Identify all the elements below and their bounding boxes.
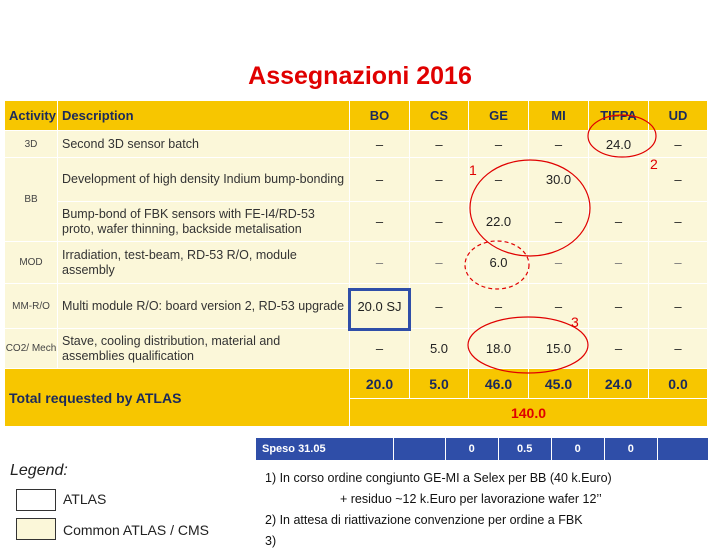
value-cell: – [529,284,589,329]
value-cell: – [410,202,469,242]
activity-cell: BB [5,158,58,242]
legend-title: Legend: [10,462,68,479]
value-cell: 5.0 [410,329,469,369]
activity-cell: MOD [5,242,58,284]
page-title: Assegnazioni 2016 [248,62,472,90]
value-cell: 18.0 [469,329,529,369]
header-mi: MI [529,101,589,131]
header-tifpa: TIFPA [589,101,649,131]
value-cell: – [589,284,649,329]
spesi-value: 0 [446,438,499,460]
value-cell: – [589,329,649,369]
header-bo: BO [350,101,410,131]
value-cell: – [589,202,649,242]
note-2: 2) In attesa di riattivazione convenzione per ordine a FBK [265,513,583,527]
value-cell [589,158,649,202]
header-ud: UD [649,101,708,131]
description-cell: Bump-bond of FBK sensors with FE-I4/RD-53 proto, wafer thinning, backside metalisation [58,202,350,242]
assignments-table [4,100,708,427]
note-3: 3) [265,534,277,548]
value-cell: – [589,242,649,284]
spesi-value [394,438,446,460]
header-activity: Activity [5,101,58,131]
value-cell: – [410,131,469,158]
value-cell: – [350,158,410,202]
value-cell: – [350,242,410,284]
value-cell: – [649,202,708,242]
value-cell: – [469,284,529,329]
table-row [5,131,708,158]
description-cell: Second 3D sensor batch [58,131,350,158]
value-cell: – [529,242,589,284]
spesi-label: Speso 31.05 [256,438,394,460]
total-value: 20.0 [350,369,410,399]
total-value: 5.0 [410,369,469,399]
annotation-mark-3: 3 [571,314,579,330]
spesi-row [256,438,708,460]
spesi-value: 0 [552,438,605,460]
value-cell: – [350,131,410,158]
annotation-mark-1: 1 [469,162,477,178]
value-cell: 24.0 [589,131,649,158]
spesi-value: 0 [605,438,658,460]
table-row [5,329,708,369]
value-cell: – [469,158,529,202]
value-cell: 30.0 [529,158,589,202]
value-cell: – [410,242,469,284]
value-cell: 20.0 SJ [350,284,410,329]
total-value: 0.0 [649,369,708,399]
total-value: 46.0 [469,369,529,399]
highlight-box-sj [348,288,411,331]
annotation-mark-2: 2 [650,156,658,172]
value-cell: – [649,242,708,284]
spesi-value: 0.5 [499,438,552,460]
description-cell: Development of high density Indium bump-bonding [58,158,350,202]
value-cell: – [350,329,410,369]
description-cell: Stave, cooling distribution, material and assemblies qualification [58,329,350,369]
description-cell: Multi module R/O: board version 2, RD-53 upgrade [58,284,350,329]
value-cell: – [410,284,469,329]
value-cell: – [649,131,708,158]
activity-cell: CO2/ Mech [5,329,58,369]
value-cell: 22.0 [469,202,529,242]
total-value: 45.0 [529,369,589,399]
description-cell: Irradiation, test-beam, RD-53 R/O, module assembly [58,242,350,284]
value-cell: 15.0 [529,329,589,369]
legend-swatch-atlas [16,489,56,511]
total-value: 24.0 [589,369,649,399]
note-1: 1) In corso ordine congiunto GE-MI a Selex per BB (40 k.Euro) [265,471,612,485]
value-cell: – [649,284,708,329]
value-cell: – [529,202,589,242]
table-row [5,158,708,202]
value-cell: 6.0 [469,242,529,284]
notes [265,468,715,552]
totals-row [5,369,708,399]
total-label: Total requested by ATLAS [5,369,350,427]
table-row [5,242,708,284]
value-cell: – [410,158,469,202]
header-ge: GE [469,101,529,131]
header-cs: CS [410,101,469,131]
value-cell: – [649,329,708,369]
legend-label-atlas: ATLAS [63,491,107,507]
table-row [5,202,708,242]
table-header-row [5,101,708,131]
value-cell: – [529,131,589,158]
value-cell: – [469,131,529,158]
grand-total-value: 140.0 [350,399,708,427]
legend-swatch-common [16,518,56,540]
header-description: Description [58,101,350,131]
activity-cell: 3D [5,131,58,158]
legend-label-common: Common ATLAS / CMS [63,522,210,538]
note-1-continued: + residuo ~12 k.Euro per lavorazione wafer 12’’ [340,492,602,506]
value-cell: – [649,158,708,202]
spesi-value [658,438,708,460]
value-cell: – [350,202,410,242]
activity-cell: MM-R/O [5,284,58,329]
